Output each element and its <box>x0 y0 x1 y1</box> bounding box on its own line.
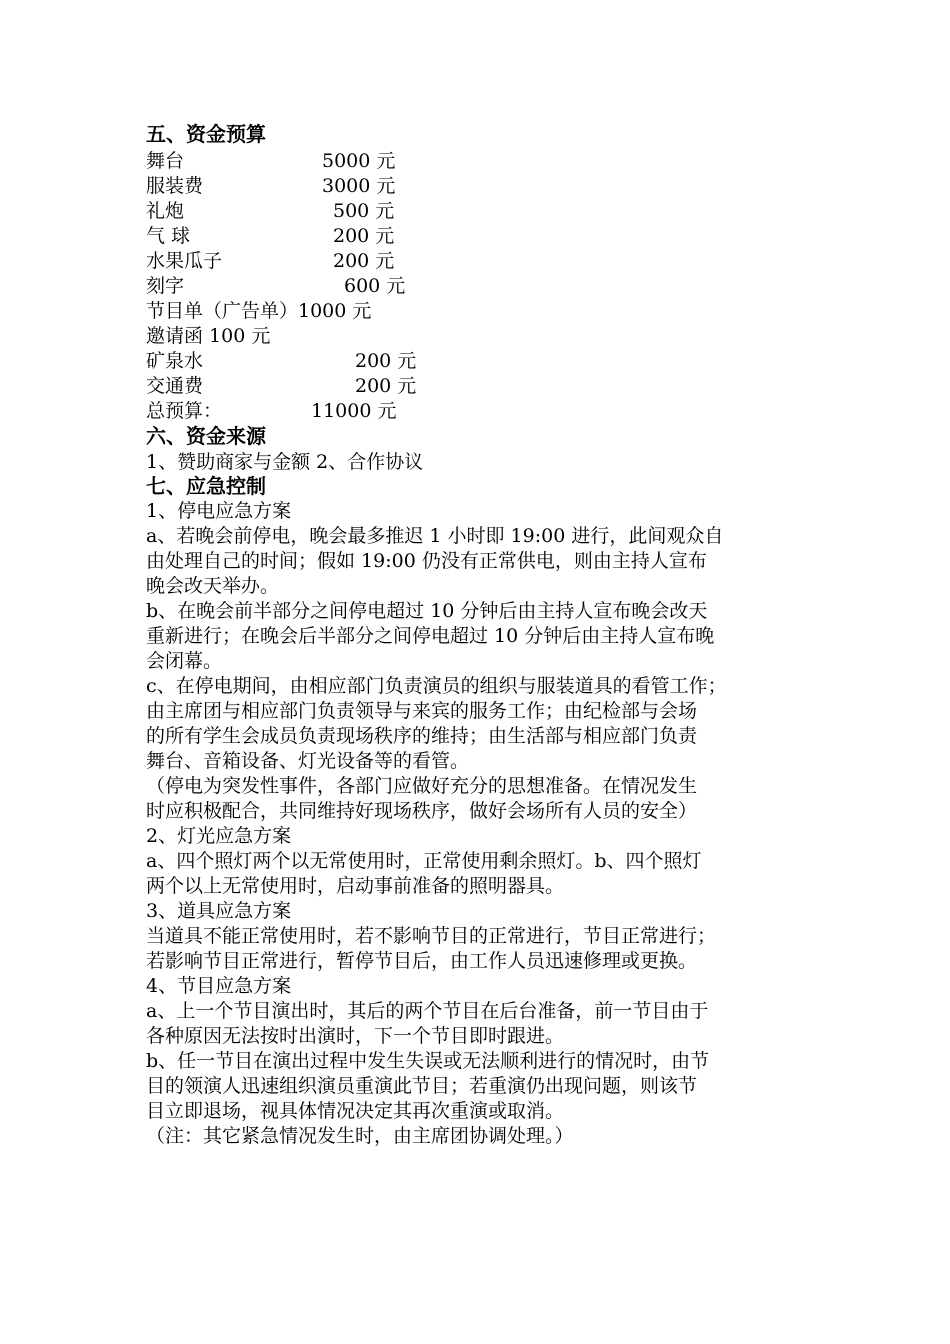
emergency-line: 1、停电应急方案 <box>146 500 292 522</box>
budget-item-name: 舞台 <box>146 150 185 172</box>
emergency-line: 晚会改天举办。 <box>146 575 280 597</box>
budget-total-label: 总预算： <box>146 400 223 422</box>
emergency-line: （注：其它紧急情况发生时，由主席团协调处理。） <box>146 1125 574 1147</box>
budget-item-amount: 5000 元 <box>322 150 396 172</box>
emergency-line: 当道具不能正常使用时，若不影响节目的正常进行，节目正常进行； <box>146 925 717 947</box>
budget-item-name: 邀请函 100 元 <box>146 325 271 347</box>
emergency-line: 目的领演人迅速组织演员重演此节目；若重演仍出现问题，则该节 <box>146 1075 698 1097</box>
budget-item-amount: 200 元 <box>333 250 395 272</box>
budget-item-name: 节目单（广告单）1000 元 <box>146 300 372 322</box>
emergency-line: b、在晚会前半部分之间停电超过 10 分钟后由主持人宣布晚会改天 <box>146 600 708 622</box>
emergency-line: 由处理自己的时间；假如 19:00 仍没有正常供电，则由主持人宣布 <box>146 550 707 572</box>
emergency-line: 舞台、音箱设备、灯光设备等的看管。 <box>146 750 470 772</box>
emergency-line: a、若晚会前停电，晚会最多推迟 1 小时即 19:00 进行，此间观众自 <box>146 525 724 547</box>
emergency-line: a、四个照灯两个以无常使用时，正常使用剩余照灯。b、四个照灯 <box>146 850 702 872</box>
budget-item-name: 水果瓜子 <box>146 250 223 272</box>
emergency-line: 由主席团与相应部门负责领导与来宾的服务工作；由纪检部与会场 <box>146 700 698 722</box>
emergency-line: 各种原因无法按时出演时，下一个节目即时跟进。 <box>146 1025 565 1047</box>
emergency-line: 4、节目应急方案 <box>146 975 292 997</box>
budget-item-amount: 3000 元 <box>322 175 396 197</box>
emergency-line: 2、灯光应急方案 <box>146 825 292 847</box>
budget-item-name: 矿泉水 <box>146 350 204 372</box>
emergency-line: 两个以上无常使用时，启动事前准备的照明器具。 <box>146 875 565 897</box>
budget-item-name: 刻字 <box>146 275 185 297</box>
budget-item-name: 气 球 <box>146 225 191 247</box>
emergency-line: 若影响节目正常进行，暂停节目后，由工作人员迅速修理或更换。 <box>146 950 698 972</box>
emergency-line: b、任一节目在演出过程中发生失误或无法顺利进行的情况时，由节 <box>146 1050 710 1072</box>
budget-item-amount: 500 元 <box>333 200 395 222</box>
budget-item-amount: 600 元 <box>344 275 406 297</box>
budget-item-name: 交通费 <box>146 375 204 397</box>
budget-heading: 五、资金预算 <box>146 122 266 146</box>
source-heading: 六、资金来源 <box>146 424 266 448</box>
emergency-line: a、上一个节目演出时，其后的两个节目在后台准备，前一节目由于 <box>146 1000 709 1022</box>
emergency-line: 重新进行；在晚会后半部分之间停电超过 10 分钟后由主持人宣布晚 <box>146 625 715 647</box>
emergency-line: （停电为突发性事件，各部门应做好充分的思想准备。在情况发生 <box>146 775 698 797</box>
budget-item-amount: 200 元 <box>355 350 417 372</box>
emergency-line: 目立即退场，视具体情况决定其再次重演或取消。 <box>146 1100 565 1122</box>
emergency-line: 的所有学生会成员负责现场秩序的维持；由生活部与相应部门负责 <box>146 725 698 747</box>
emergency-line: c、在停电期间，由相应部门负责演员的组织与服装道具的看管工作； <box>146 675 727 697</box>
budget-total-amount: 11000 元 <box>311 400 397 422</box>
budget-item-amount: 200 元 <box>355 375 417 397</box>
emergency-line: 3、道具应急方案 <box>146 900 292 922</box>
budget-item-name: 服装费 <box>146 175 204 197</box>
emergency-line: 会闭幕。 <box>146 650 223 672</box>
emergency-heading: 七、应急控制 <box>146 474 266 498</box>
source-text: 1、赞助商家与金额 2、合作协议 <box>146 451 424 473</box>
emergency-line: 时应积极配合，共同维持好现场秩序，做好会场所有人员的安全） <box>146 800 698 822</box>
budget-item-name: 礼炮 <box>146 200 185 222</box>
budget-item-amount: 200 元 <box>333 225 395 247</box>
